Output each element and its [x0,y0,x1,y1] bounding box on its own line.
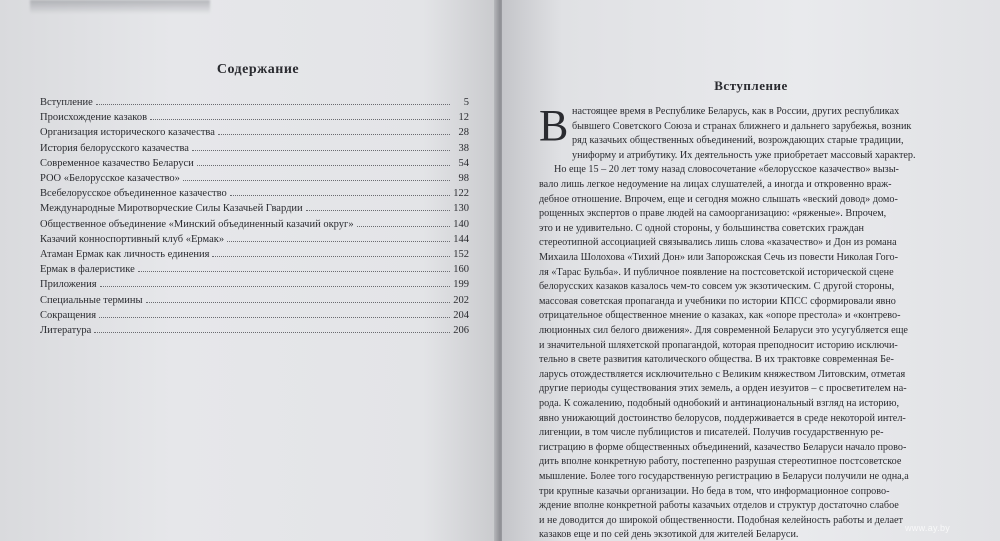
text-line: ля «Тарас Бульба». И публичное появление на постсоветской исторической сцене [539,266,894,278]
toc-entry-label: РОО «Белорусское казачество» [40,173,180,184]
text-line: Но еще 15 – 20 лет тому назад словосочетание «белорусское казачество» вызы- [554,164,899,176]
toc-entry-page: 12 [458,112,469,124]
toc-dot-leader [96,94,450,105]
toc-entry-label: Сокращения [40,309,97,321]
text-line: стереотипной ассоциацией связывались лишь слова «казачество» и Дон из романа [539,237,897,249]
watermark: www.ay.by [905,523,951,533]
text-line: мышление. Более того государственную регистрацию в Беларуси получили не одна,а [539,471,909,482]
toc-entry-label: Приложения [40,279,97,291]
text-line: рощенных экспертов о праве людей на самоорганизацию: «ряженые». Впрочем, [539,208,887,220]
text-line: люционных сил белого движения». Для современной Беларуси это усугубляется еще [539,325,908,336]
text-line: и значительной шляхетской пропагандой, которая преподносит историю исключи- [539,339,898,351]
text-line: казаков еще и по сей день экзотикой для жителей Беларуси. [539,529,799,541]
toc-entry [40,261,469,275]
toc-entry [40,170,469,184]
text-line: ряд казачьих общественных объединений, возрождающих старые традиции, [572,135,904,147]
toc-entry-page: 202 [453,294,469,306]
toc-entry-page: 204 [453,309,469,321]
toc-entry-page: 160 [453,264,469,276]
toc-entry-label: Организация исторического казачества [40,127,215,139]
toc-entry [40,307,469,321]
toc-dot-leader [150,109,450,120]
toc-dot-leader [230,185,450,196]
drop-cap: В [539,101,569,150]
toc-entry-page: 38 [458,142,469,154]
toc-entry-page: 28 [458,127,469,139]
toc-entry-label: Специальные термины [40,294,143,306]
toc-entry-label: Литература [40,325,92,336]
ink-bleed [30,0,210,14]
chapter-title: Вступление [714,78,788,93]
toc-entry-page: 5 [463,97,469,108]
toc-entry-page: 144 [453,233,469,245]
toc-dot-leader [183,170,450,181]
toc-dot-leader [227,231,450,242]
toc-entry-label: Казачий конноспортивный клуб «Ермак» [40,233,225,245]
toc-entry-page: 98 [458,173,469,184]
text-line: дить вполне конкретную работу, постепенно разрушая стереотипное постсоветское [539,456,902,468]
toc-entry-page: 199 [453,279,469,291]
toc-entry [40,124,469,138]
text-line: явно унижающий достоинство белорусов, поддерживается в среде некоторой интел- [539,412,906,424]
toc-entry [40,185,469,199]
toc-entry-page: 122 [453,188,469,200]
text-line: другие периоды существования этих земель, а орден иезуитов – с просветителем на- [539,383,907,395]
text-line: рода. К сожалению, подобный однобокий и антинациональный взгляд на историю, [539,398,900,409]
left-page [0,0,498,541]
text-line: белорусских казаков казалось чем-то совсем уж экзотическим. С другой стороны, [539,281,895,293]
toc-entry [40,109,469,123]
toc-entry-label: Ермак в фалеристике [40,264,135,276]
text-line: это и не удивительно. С одной стороны, у большинства советских граждан [539,222,864,234]
toc-entry-label: Вступление [40,97,93,108]
toc-entry [40,246,469,260]
toc-entry-page: 130 [453,203,469,215]
toc-entry-label: Происхождение казаков [40,112,148,124]
toc-entry-label: История белорусского казачества [40,142,189,154]
text-line: лигенции, в том числе публицистов и писателей. Получив государственную ре- [539,427,884,439]
text-line: вало лишь легкое недоумение на лицах слушателей, а иногда и откровенно враж- [539,179,892,190]
text-line: тельно в свете развития католического общества. В их трактовке современная Бе- [539,354,894,366]
toc-entry [40,94,469,108]
toc-entry-page: 152 [453,249,469,260]
right-page [502,0,1000,541]
text-line: ждение вполне конкретной работы казачьих отделов и структур достаточно слабое [539,500,899,512]
text-line: настоящее время в Республике Беларусь, как в России, других республиках [572,106,900,117]
text-line: три крупные казачьи организации. Но беда в том, что информационное сопрово- [539,485,890,497]
toc-dot-leader [100,276,450,287]
text-line: массовая советская пропаганда и учебники по истории КПСС сформировали явно [539,295,896,307]
toc-dot-leader [146,292,450,303]
toc-entry-label: Современное казачество Беларуси [40,157,194,169]
toc-entry [40,200,469,214]
toc-entry-page: 140 [453,218,469,230]
toc-dot-leader [357,216,450,227]
toc-entry-page: 54 [458,157,469,169]
toc-dot-leader [94,322,450,333]
text-line: дебное отношение. Впрочем, еще и сегодня можно слышать «веский довод» домо- [539,193,898,205]
toc-dot-leader [138,261,450,272]
toc-dot-leader [218,124,450,135]
toc-dot-leader [212,246,450,257]
text-line: ларусь отождествляется исключительно с Великим княжеством Литовским, отметая [539,368,906,380]
toc-entry [40,231,469,245]
text-line: униформу и атрибутику. Их деятельность уже приобретает массовый характер. [572,149,916,161]
toc-entry-page: 206 [453,325,469,336]
text-line: Михаила Шолохова «Тихий Дон» или Запорожская Сечь из повести Николая Гого- [539,252,899,263]
toc-title: Содержание [216,62,300,77]
toc-entry [40,140,469,154]
toc-dot-leader [99,307,450,318]
toc-entry [40,155,469,169]
text-line: бывшего Советского Союза и странах ближнего и дальнего зарубежья, возник [572,120,912,132]
toc-entry [40,276,469,290]
toc-dot-leader [197,155,450,166]
toc-entry [40,322,469,336]
toc-entry [40,216,469,230]
toc-entry-label: Всебелорусское объединенное казачество [40,188,227,200]
text-line: и не доводится до широкой общественности. Подобная келейность работы и делает [539,514,903,526]
toc-entry [40,292,469,306]
toc-entry-label: Атаман Ермак как личность единения [40,249,210,260]
toc-entry-label: Международные Миротворческие Силы Казачьей Гвардии [40,203,303,215]
toc-dot-leader [306,200,450,211]
toc-entry-label: Общественное объединение «Минский объединенный казачий округ» [40,218,354,230]
text-line: гистрацию в форме общественных объединений, казачество Беларуси начало прово- [539,441,907,453]
toc-dot-leader [192,140,450,151]
text-line: отрицательное общественное мнение о казаках, как «опоре престола» и «контрево- [539,310,901,322]
